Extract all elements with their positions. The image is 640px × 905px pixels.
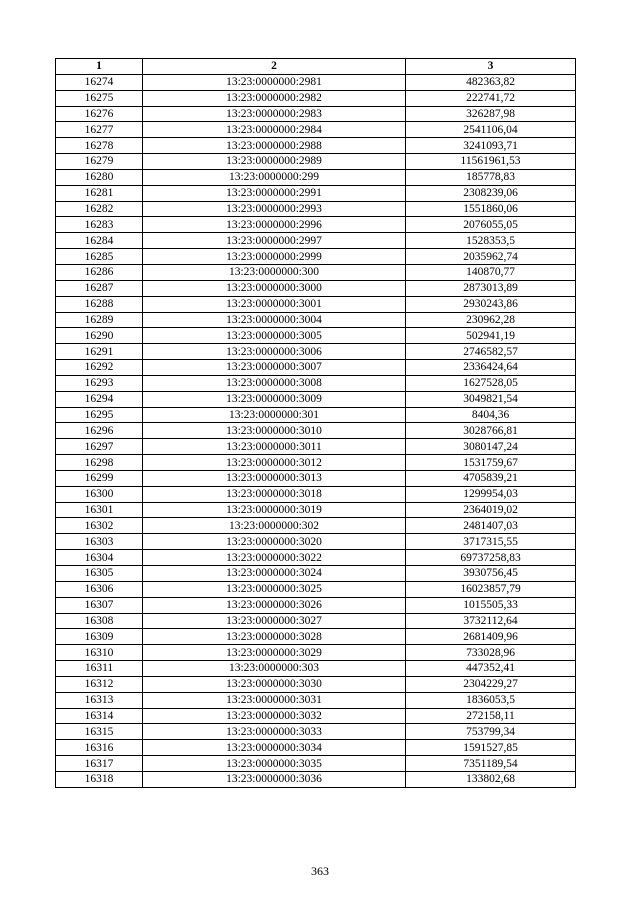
page-number: 363: [311, 864, 329, 878]
table-row: [56, 90, 576, 106]
value-cell: 326287,98: [406, 106, 576, 122]
row-index-cell: 16274: [56, 74, 143, 90]
value-cell: 69737258,83: [406, 550, 576, 566]
table-row: [56, 106, 576, 122]
table-row: [56, 154, 576, 170]
table-row: [56, 566, 576, 582]
cadastral-number-cell: 13:23:0000000:3020: [143, 534, 406, 550]
column-header-1: 1: [56, 59, 143, 75]
table-row: [56, 676, 576, 692]
value-cell: 3028766,81: [406, 423, 576, 439]
row-index-cell: 16278: [56, 138, 143, 154]
cadastral-number-cell: 13:23:0000000:3033: [143, 724, 406, 740]
value-cell: 2035962,74: [406, 249, 576, 265]
row-index-cell: 16306: [56, 581, 143, 597]
cadastral-number-cell: 13:23:0000000:2984: [143, 122, 406, 138]
table-row: [56, 249, 576, 265]
cadastral-number-cell: 13:23:0000000:3009: [143, 391, 406, 407]
table-row: [56, 439, 576, 455]
table-row: [56, 724, 576, 740]
value-cell: 7351189,54: [406, 756, 576, 772]
value-cell: 1591527,85: [406, 740, 576, 756]
row-index-cell: 16290: [56, 328, 143, 344]
value-cell: 272158,11: [406, 708, 576, 724]
table-row: [56, 296, 576, 312]
cadastral-number-cell: 13:23:0000000:301: [143, 407, 406, 423]
table-row: [56, 597, 576, 613]
value-cell: 2930243,86: [406, 296, 576, 312]
row-index-cell: 16293: [56, 375, 143, 391]
row-index-cell: 16297: [56, 439, 143, 455]
table-row: [56, 692, 576, 708]
table-row: [56, 201, 576, 217]
value-cell: 447352,41: [406, 661, 576, 677]
cadastral-number-cell: 13:23:0000000:3005: [143, 328, 406, 344]
row-index-cell: 16302: [56, 518, 143, 534]
value-cell: 1015505,33: [406, 597, 576, 613]
value-cell: 1528353,5: [406, 233, 576, 249]
table-row: [56, 534, 576, 550]
value-cell: 2481407,03: [406, 518, 576, 534]
row-index-cell: 16275: [56, 90, 143, 106]
row-index-cell: 16307: [56, 597, 143, 613]
cadastral-number-cell: 13:23:0000000:300: [143, 264, 406, 280]
cadastral-number-cell: 13:23:0000000:2983: [143, 106, 406, 122]
table-row: [56, 280, 576, 296]
cadastral-number-cell: 13:23:0000000:2991: [143, 185, 406, 201]
cadastral-number-cell: 13:23:0000000:3027: [143, 613, 406, 629]
cadastral-number-cell: 13:23:0000000:2993: [143, 201, 406, 217]
row-index-cell: 16296: [56, 423, 143, 439]
table-row: [56, 169, 576, 185]
table-row: [56, 661, 576, 677]
value-cell: 4705839,21: [406, 470, 576, 486]
cadastral-number-cell: 13:23:0000000:3004: [143, 312, 406, 328]
table-row: [56, 740, 576, 756]
cadastral-number-cell: 13:23:0000000:3008: [143, 375, 406, 391]
value-cell: 3241093,71: [406, 138, 576, 154]
table-row: [56, 645, 576, 661]
row-index-cell: 16283: [56, 217, 143, 233]
row-index-cell: 16308: [56, 613, 143, 629]
value-cell: 502941,19: [406, 328, 576, 344]
cadastral-number-cell: 13:23:0000000:2999: [143, 249, 406, 265]
cadastral-number-cell: 13:23:0000000:3029: [143, 645, 406, 661]
row-index-cell: 16294: [56, 391, 143, 407]
table-row: [56, 486, 576, 502]
value-cell: 1299954,03: [406, 486, 576, 502]
table-row: [56, 518, 576, 534]
value-cell: 753799,34: [406, 724, 576, 740]
table-row: [56, 122, 576, 138]
row-index-cell: 16301: [56, 502, 143, 518]
table-row: [56, 423, 576, 439]
value-cell: 3049821,54: [406, 391, 576, 407]
cadastral-number-cell: 13:23:0000000:303: [143, 661, 406, 677]
value-cell: 1531759,67: [406, 455, 576, 471]
cadastral-number-cell: 13:23:0000000:3000: [143, 280, 406, 296]
row-index-cell: 16289: [56, 312, 143, 328]
row-index-cell: 16304: [56, 550, 143, 566]
cadastral-number-cell: 13:23:0000000:3024: [143, 566, 406, 582]
value-cell: 2746582,57: [406, 344, 576, 360]
row-index-cell: 16300: [56, 486, 143, 502]
table-row: [56, 502, 576, 518]
row-index-cell: 16318: [56, 771, 143, 787]
table-row: [56, 264, 576, 280]
cadastral-number-cell: 13:23:0000000:3012: [143, 455, 406, 471]
value-cell: 185778,83: [406, 169, 576, 185]
table-row: [56, 629, 576, 645]
row-index-cell: 16295: [56, 407, 143, 423]
cadastral-number-cell: 13:23:0000000:2996: [143, 217, 406, 233]
row-index-cell: 16282: [56, 201, 143, 217]
cadastral-number-cell: 13:23:0000000:302: [143, 518, 406, 534]
table-row: [56, 581, 576, 597]
row-index-cell: 16310: [56, 645, 143, 661]
row-index-cell: 16316: [56, 740, 143, 756]
table-row: [56, 455, 576, 471]
table-row: [56, 470, 576, 486]
row-index-cell: 16303: [56, 534, 143, 550]
table-row: [56, 708, 576, 724]
row-index-cell: 16281: [56, 185, 143, 201]
row-index-cell: 16285: [56, 249, 143, 265]
value-cell: 16023857,79: [406, 581, 576, 597]
cadastral-number-cell: 13:23:0000000:2988: [143, 138, 406, 154]
table-row: [56, 550, 576, 566]
row-index-cell: 16298: [56, 455, 143, 471]
table-row: [56, 391, 576, 407]
row-index-cell: 16313: [56, 692, 143, 708]
column-header-2: 2: [143, 59, 406, 75]
value-cell: 2076055,05: [406, 217, 576, 233]
table-row: [56, 328, 576, 344]
row-index-cell: 16299: [56, 470, 143, 486]
value-cell: 482363,82: [406, 74, 576, 90]
row-index-cell: 16276: [56, 106, 143, 122]
table-row: [56, 217, 576, 233]
cadastral-number-cell: 13:23:0000000:3013: [143, 470, 406, 486]
cadastral-number-cell: 13:23:0000000:2982: [143, 90, 406, 106]
cadastral-number-cell: 13:23:0000000:3026: [143, 597, 406, 613]
row-index-cell: 16309: [56, 629, 143, 645]
cadastral-number-cell: 13:23:0000000:3011: [143, 439, 406, 455]
table-row: [56, 312, 576, 328]
table-row: [56, 756, 576, 772]
cadastral-number-cell: 13:23:0000000:299: [143, 169, 406, 185]
cadastral-table: [55, 58, 576, 788]
value-cell: 3930756,45: [406, 566, 576, 582]
cadastral-number-cell: 13:23:0000000:3031: [143, 692, 406, 708]
table-row: [56, 185, 576, 201]
cadastral-number-cell: 13:23:0000000:3025: [143, 581, 406, 597]
cadastral-number-cell: 13:23:0000000:2981: [143, 74, 406, 90]
cadastral-number-cell: 13:23:0000000:3035: [143, 756, 406, 772]
cadastral-number-cell: 13:23:0000000:3032: [143, 708, 406, 724]
row-index-cell: 16314: [56, 708, 143, 724]
table-row: [56, 613, 576, 629]
cadastral-number-cell: 13:23:0000000:3036: [143, 771, 406, 787]
cadastral-number-cell: 13:23:0000000:3006: [143, 344, 406, 360]
value-cell: 230962,28: [406, 312, 576, 328]
value-cell: 11561961,53: [406, 154, 576, 170]
value-cell: 133802,68: [406, 771, 576, 787]
table-body: [56, 74, 576, 787]
row-index-cell: 16312: [56, 676, 143, 692]
value-cell: 2308239,06: [406, 185, 576, 201]
value-cell: 3732112,64: [406, 613, 576, 629]
row-index-cell: 16315: [56, 724, 143, 740]
cadastral-number-cell: 13:23:0000000:3001: [143, 296, 406, 312]
table-row: [56, 407, 576, 423]
table-row: [56, 233, 576, 249]
value-cell: 1836053,5: [406, 692, 576, 708]
cadastral-number-cell: 13:23:0000000:2997: [143, 233, 406, 249]
row-index-cell: 16311: [56, 661, 143, 677]
row-index-cell: 16292: [56, 360, 143, 376]
value-cell: 2681409,96: [406, 629, 576, 645]
table-row: [56, 74, 576, 90]
cadastral-number-cell: 13:23:0000000:3030: [143, 676, 406, 692]
row-index-cell: 16317: [56, 756, 143, 772]
value-cell: 2304229,27: [406, 676, 576, 692]
cadastral-number-cell: 13:23:0000000:3018: [143, 486, 406, 502]
row-index-cell: 16286: [56, 264, 143, 280]
row-index-cell: 16287: [56, 280, 143, 296]
cadastral-number-cell: 13:23:0000000:3022: [143, 550, 406, 566]
table-header-row: [56, 59, 576, 75]
table-row: [56, 771, 576, 787]
value-cell: 8404,36: [406, 407, 576, 423]
row-index-cell: 16284: [56, 233, 143, 249]
value-cell: 1627528,05: [406, 375, 576, 391]
row-index-cell: 16288: [56, 296, 143, 312]
value-cell: 2336424,64: [406, 360, 576, 376]
column-header-3: 3: [406, 59, 576, 75]
table-row: [56, 344, 576, 360]
value-cell: 1551860,06: [406, 201, 576, 217]
cadastral-number-cell: 13:23:0000000:2989: [143, 154, 406, 170]
cadastral-number-cell: 13:23:0000000:3034: [143, 740, 406, 756]
row-index-cell: 16277: [56, 122, 143, 138]
cadastral-number-cell: 13:23:0000000:3028: [143, 629, 406, 645]
cadastral-number-cell: 13:23:0000000:3007: [143, 360, 406, 376]
value-cell: 3717315,55: [406, 534, 576, 550]
value-cell: 222741,72: [406, 90, 576, 106]
row-index-cell: 16305: [56, 566, 143, 582]
value-cell: 2541106,04: [406, 122, 576, 138]
cadastral-number-cell: 13:23:0000000:3010: [143, 423, 406, 439]
value-cell: 2364019,02: [406, 502, 576, 518]
row-index-cell: 16279: [56, 154, 143, 170]
value-cell: 733028,96: [406, 645, 576, 661]
value-cell: 3080147,24: [406, 439, 576, 455]
table-row: [56, 375, 576, 391]
value-cell: 140870,77: [406, 264, 576, 280]
row-index-cell: 16280: [56, 169, 143, 185]
row-index-cell: 16291: [56, 344, 143, 360]
cadastral-number-cell: 13:23:0000000:3019: [143, 502, 406, 518]
table-row: [56, 360, 576, 376]
value-cell: 2873013,89: [406, 280, 576, 296]
table-row: [56, 138, 576, 154]
